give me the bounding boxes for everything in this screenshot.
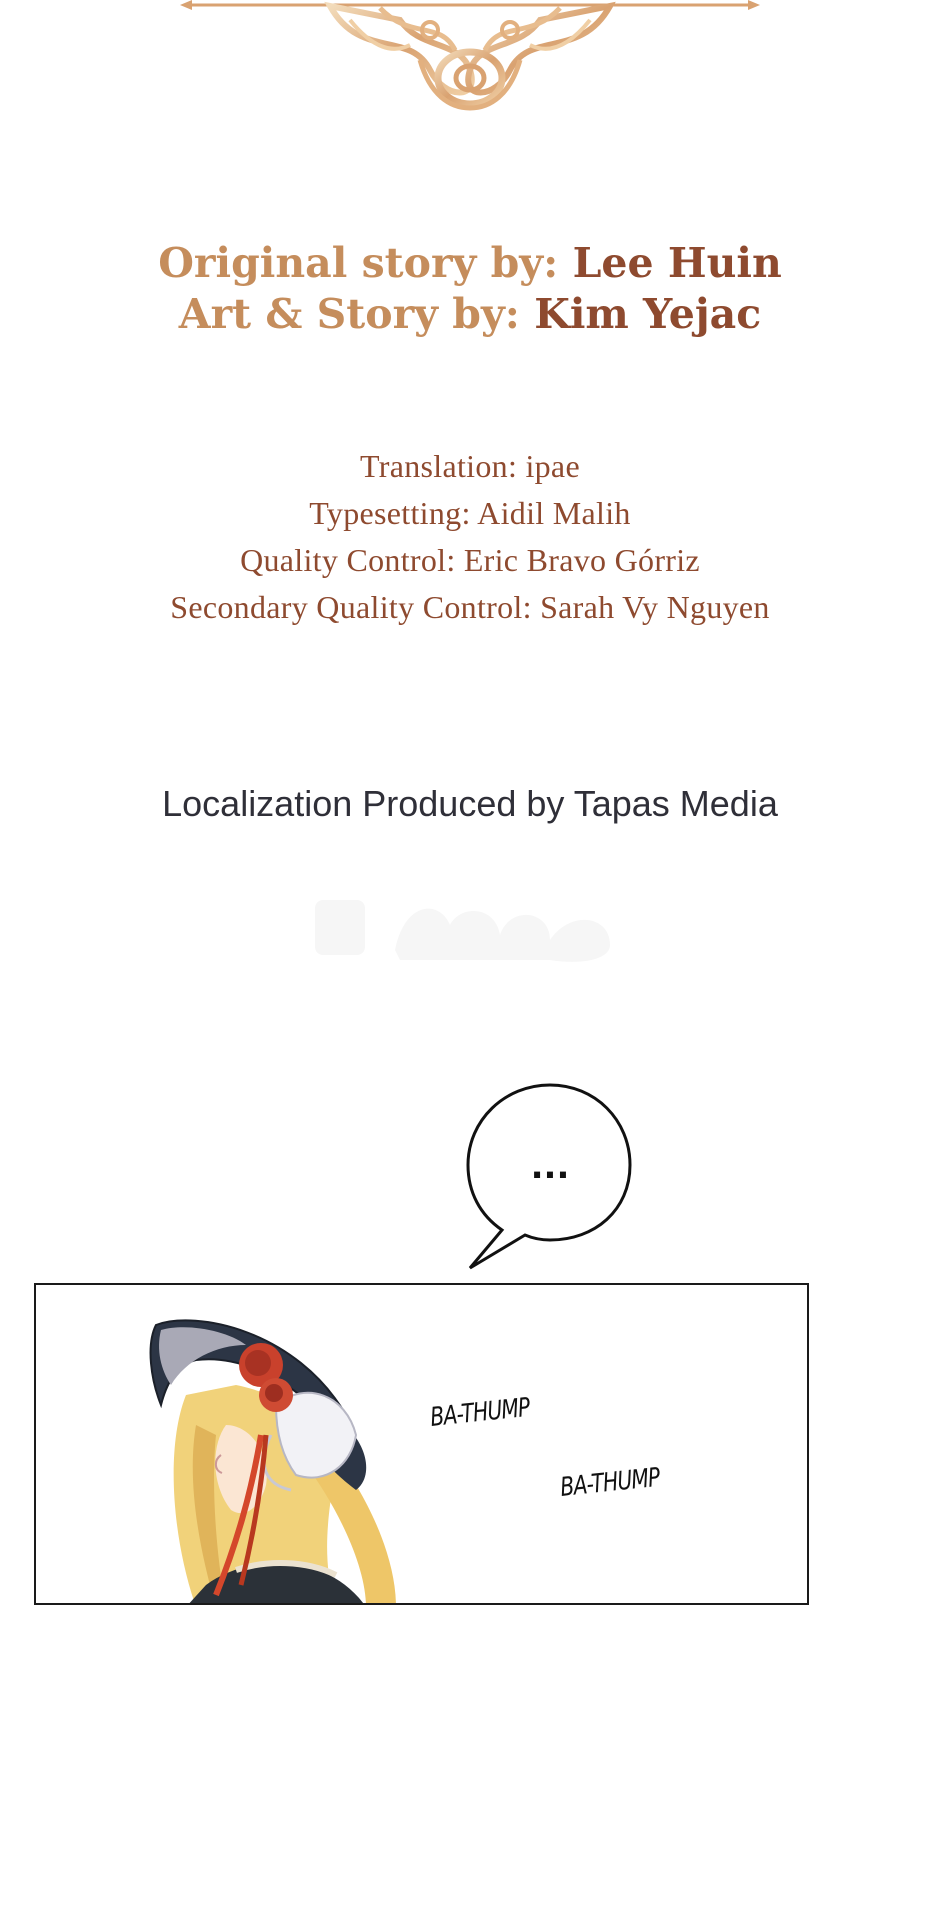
- speech-bubble-text: ...: [530, 1147, 570, 1187]
- art-story-label: Art & Story by:: [178, 290, 520, 338]
- typesetting-credit: Typesetting: Aidil Malih: [309, 495, 631, 531]
- gold-ornament: [180, 0, 760, 115]
- art-story-credit: [0, 289, 940, 340]
- staff-credits: [0, 443, 940, 631]
- quality-control-credit: Quality Control: Eric Bravo Górriz: [240, 542, 700, 578]
- comic-panel: [34, 1283, 809, 1605]
- original-story-credit: [0, 238, 940, 289]
- original-story-author: Lee Huin: [572, 239, 782, 287]
- art-story-author: Kim Yejac: [534, 290, 762, 338]
- sfx-ba-thump-1: BA-THUMP: [428, 1392, 532, 1433]
- girl-in-bonnet-illustration: [36, 1285, 809, 1605]
- secondary-quality-control-credit: Secondary Quality Control: Sarah Vy Nguyen: [170, 589, 770, 625]
- translation-credit: Translation: ipae: [360, 448, 580, 484]
- speech-bubble: [460, 1080, 640, 1270]
- sfx-ba-thump-2: BA-THUMP: [558, 1462, 662, 1503]
- main-credits: [0, 238, 940, 340]
- faint-watermark-logo: [310, 880, 640, 970]
- original-story-label: Original story by:: [158, 239, 559, 287]
- localization-credit: Localization Produced by Tapas Media: [162, 783, 778, 824]
